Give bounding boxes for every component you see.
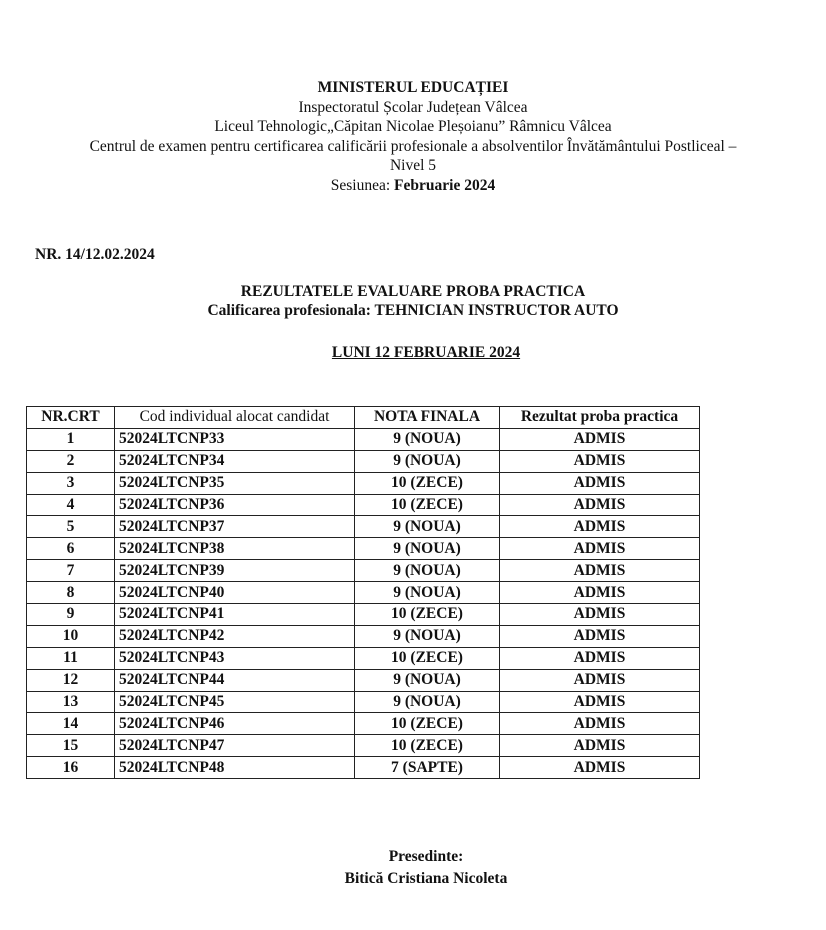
table-row: [27, 472, 700, 494]
table-row: [27, 450, 700, 472]
table-row: [27, 516, 700, 538]
final-grade: 10 (ZECE): [355, 472, 500, 494]
row-number: 6: [27, 538, 115, 560]
row-number: 1: [27, 428, 115, 450]
row-number: 2: [27, 450, 115, 472]
practical-result: ADMIS: [500, 472, 700, 494]
table-row: [27, 735, 700, 757]
table-row: [27, 691, 700, 713]
exam-date: LUNI 12 FEBRUARIE 2024: [331, 344, 521, 361]
final-grade: 9 (NOUA): [355, 625, 500, 647]
row-number: 13: [27, 691, 115, 713]
candidate-code: 52024LTCNP47: [115, 735, 355, 757]
practical-result: ADMIS: [500, 494, 700, 516]
main-title: REZULTATELE EVALUARE PROBA PRACTICA: [240, 283, 586, 300]
signature-name: Bitică Cristiana Nicoleta: [344, 870, 508, 887]
qualification-title: Calificarea profesionala: TEHNICIAN INSTRUCTOR AUTO: [207, 302, 619, 319]
table-row: [27, 494, 700, 516]
table-row: [27, 560, 700, 582]
final-grade: 7 (SAPTE): [355, 757, 500, 779]
practical-result: ADMIS: [500, 604, 700, 626]
final-grade: 9 (NOUA): [355, 582, 500, 604]
practical-result: ADMIS: [500, 538, 700, 560]
practical-result: ADMIS: [500, 560, 700, 582]
practical-result: ADMIS: [500, 669, 700, 691]
results-table-body: [27, 428, 700, 778]
candidate-code: 52024LTCNP37: [115, 516, 355, 538]
final-grade: 9 (NOUA): [355, 516, 500, 538]
practical-result: ADMIS: [500, 582, 700, 604]
row-number: 12: [27, 669, 115, 691]
practical-result: ADMIS: [500, 428, 700, 450]
exam-center: Centrul de examen pentru certificarea calificării profesionale a absolventilor Învătământului Postliceal –: [89, 137, 737, 155]
table-row: [27, 669, 700, 691]
level: Nivel 5: [389, 157, 437, 174]
table-row: [27, 647, 700, 669]
table-header-row: [27, 407, 700, 429]
ministry-name: MINISTERUL EDUCAȚIEI: [317, 79, 509, 96]
final-grade: 9 (NOUA): [355, 560, 500, 582]
candidate-code: 52024LTCNP39: [115, 560, 355, 582]
final-grade: 9 (NOUA): [355, 691, 500, 713]
school-name: Liceul Tehnologic„Căpitan Nicolae Pleșoianu” Râmnicu Vâlcea: [214, 118, 612, 135]
final-grade: 10 (ZECE): [355, 647, 500, 669]
final-grade: 9 (NOUA): [355, 538, 500, 560]
table-row: [27, 757, 700, 779]
candidate-code: 52024LTCNP41: [115, 604, 355, 626]
candidate-code: 52024LTCNP34: [115, 450, 355, 472]
candidate-code: 52024LTCNP46: [115, 713, 355, 735]
table-row: [27, 538, 700, 560]
header-nr-crt: NR.CRT: [27, 407, 115, 429]
final-grade: 9 (NOUA): [355, 428, 500, 450]
practical-result: ADMIS: [500, 625, 700, 647]
signature-block: [0, 846, 826, 890]
results-table: [26, 406, 700, 779]
candidate-code: 52024LTCNP43: [115, 647, 355, 669]
row-number: 16: [27, 757, 115, 779]
row-number: 11: [27, 647, 115, 669]
document-number: NR. 14/12.02.2024: [35, 246, 155, 263]
final-grade: 9 (NOUA): [355, 450, 500, 472]
row-number: 14: [27, 713, 115, 735]
candidate-code: 52024LTCNP42: [115, 625, 355, 647]
header-practical-result: Rezultat proba practica: [500, 407, 700, 429]
table-row: [27, 625, 700, 647]
session-value: Februarie 2024: [394, 176, 496, 194]
row-number: 15: [27, 735, 115, 757]
practical-result: ADMIS: [500, 647, 700, 669]
header-final-grade: NOTA FINALA: [355, 407, 500, 429]
practical-result: ADMIS: [500, 691, 700, 713]
results-titles: [0, 282, 826, 320]
final-grade: 9 (NOUA): [355, 669, 500, 691]
header-candidate-code: Cod individual alocat candidat: [115, 407, 355, 429]
signature-role: Presedinte:: [388, 848, 464, 865]
table-row: [27, 582, 700, 604]
row-number: 9: [27, 604, 115, 626]
session-label: Sesiunea:: [330, 176, 395, 194]
practical-result: ADMIS: [500, 713, 700, 735]
inspectorate-name: Inspectoratul Școlar Județean Vâlcea: [298, 98, 528, 116]
document-header: [0, 78, 826, 195]
row-number: 5: [27, 516, 115, 538]
final-grade: 10 (ZECE): [355, 604, 500, 626]
final-grade: 10 (ZECE): [355, 735, 500, 757]
row-number: 3: [27, 472, 115, 494]
candidate-code: 52024LTCNP45: [115, 691, 355, 713]
table-row: [27, 428, 700, 450]
candidate-code: 52024LTCNP48: [115, 757, 355, 779]
row-number: 7: [27, 560, 115, 582]
practical-result: ADMIS: [500, 516, 700, 538]
final-grade: 10 (ZECE): [355, 713, 500, 735]
practical-result: ADMIS: [500, 450, 700, 472]
practical-result: ADMIS: [500, 735, 700, 757]
table-row: [27, 713, 700, 735]
final-grade: 10 (ZECE): [355, 494, 500, 516]
row-number: 8: [27, 582, 115, 604]
table-row: [27, 604, 700, 626]
candidate-code: 52024LTCNP36: [115, 494, 355, 516]
candidate-code: 52024LTCNP40: [115, 582, 355, 604]
candidate-code: 52024LTCNP35: [115, 472, 355, 494]
candidate-code: 52024LTCNP33: [115, 428, 355, 450]
row-number: 10: [27, 625, 115, 647]
practical-result: ADMIS: [500, 757, 700, 779]
candidate-code: 52024LTCNP44: [115, 669, 355, 691]
row-number: 4: [27, 494, 115, 516]
session: [0, 176, 826, 196]
candidate-code: 52024LTCNP38: [115, 538, 355, 560]
